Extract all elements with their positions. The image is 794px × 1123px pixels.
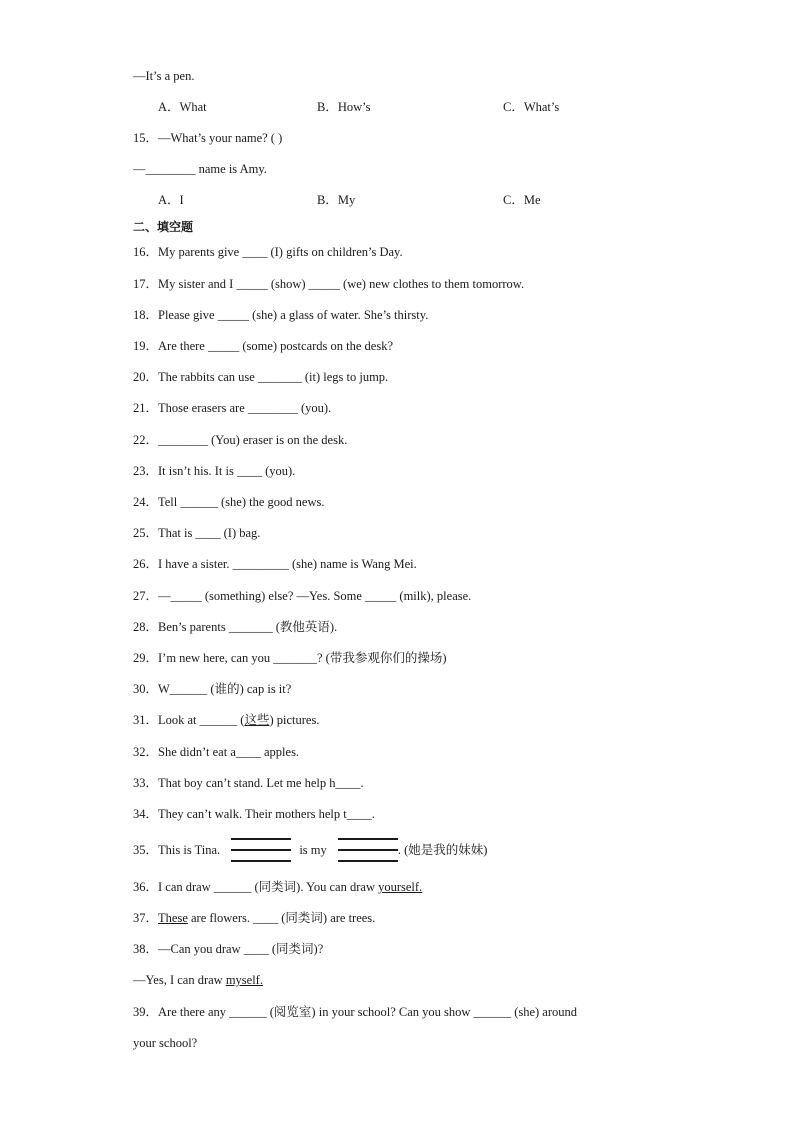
q37-post: are flowers. ____ (同类词) are trees. — [187, 911, 376, 925]
q35-mid: is my — [299, 843, 327, 857]
question-24: 24．Tell ______ (she) the good news. — [133, 495, 325, 509]
question-18: 18．Please give _____ (she) a glass of water. She’s thirsty. — [133, 308, 429, 322]
question-16: 16．My parents give ____ (I) gifts on children’s Day. — [133, 245, 403, 259]
q31-post: ) pictures. — [269, 713, 320, 727]
section-title: 二、填空题 — [133, 220, 194, 234]
question-25: 25．That is ____ (I) bag. — [133, 526, 261, 540]
q14-option-a: A．What — [158, 100, 207, 114]
question-30: 30．W______ (谁的) cap is it? — [133, 682, 292, 696]
question-37 — [133, 910, 375, 926]
question-38: 38．—Can you draw ____ (同类词)? — [133, 942, 324, 956]
question-20: 20．The rabbits can use _______ (it) legs to jump. — [133, 370, 389, 384]
q15-option-a: A．I — [158, 193, 184, 207]
q15-option-c: C．Me — [503, 193, 541, 207]
question-36 — [133, 879, 422, 895]
q37-underlined: These — [158, 911, 188, 925]
question-29: 29．I’m new here, can you _______? (带我参观你们的操场) — [133, 651, 447, 665]
question-34: 34．They can’t walk. Their mothers help t____. — [133, 807, 375, 821]
q15-stem: 15．—What’s your name? ( ) — [133, 131, 283, 145]
question-17: 17．My sister and I _____ (show) _____ (we) new clothes to them tomorrow. — [133, 277, 525, 291]
question-26: 26．I have a sister. _________ (she) name is Wang Mei. — [133, 557, 417, 571]
question-38-answer — [133, 972, 263, 988]
q38b-pre: —Yes, I can draw — [133, 973, 226, 987]
blank-lines-2 — [338, 836, 398, 866]
q35-pre: 35．This is Tina. — [133, 843, 221, 857]
question-21: 21．Those erasers are ________ (you). — [133, 401, 332, 415]
question-28: 28．Ben’s parents _______ (教他英语). — [133, 620, 338, 634]
q35-post: . (她是我的妹妹) — [397, 843, 488, 857]
question-39-continued: your school? — [133, 1036, 198, 1050]
question-22: 22．________ (You) eraser is on the desk. — [133, 433, 348, 447]
q38b-underlined: myself. — [225, 973, 263, 987]
blank-lines-1 — [231, 836, 291, 866]
q15-answer-line: —________ name is Amy. — [133, 162, 267, 176]
question-31 — [133, 712, 319, 728]
q31-pre: 31．Look at ______ ( — [133, 713, 245, 727]
q14-answer-line: —It’s a pen. — [133, 69, 195, 83]
q15-option-b: B．My — [317, 193, 356, 207]
q36-underlined: yourself. — [378, 880, 423, 894]
question-35 — [133, 835, 487, 866]
question-19: 19．Are there _____ (some) postcards on the desk? — [133, 339, 393, 353]
question-33: 33．That boy can’t stand. Let me help h____. — [133, 776, 364, 790]
q37-num: 37． — [133, 911, 159, 925]
question-39: 39．Are there any ______ (阅览室) in your school? Can you show ______ (she) around — [133, 1005, 578, 1019]
q31-underlined: 这些 — [244, 713, 270, 727]
q36-pre: 36．I can draw ______ (同类词). You can draw — [133, 880, 379, 894]
question-23: 23．It isn’t his. It is ____ (you). — [133, 464, 296, 478]
question-27: 27．—_____ (something) else? —Yes. Some _____ (milk), please. — [133, 589, 472, 603]
q14-option-c: C．What’s — [503, 100, 560, 114]
q14-option-b: B．How’s — [317, 100, 371, 114]
question-32: 32．She didn’t eat a____ apples. — [133, 745, 300, 759]
